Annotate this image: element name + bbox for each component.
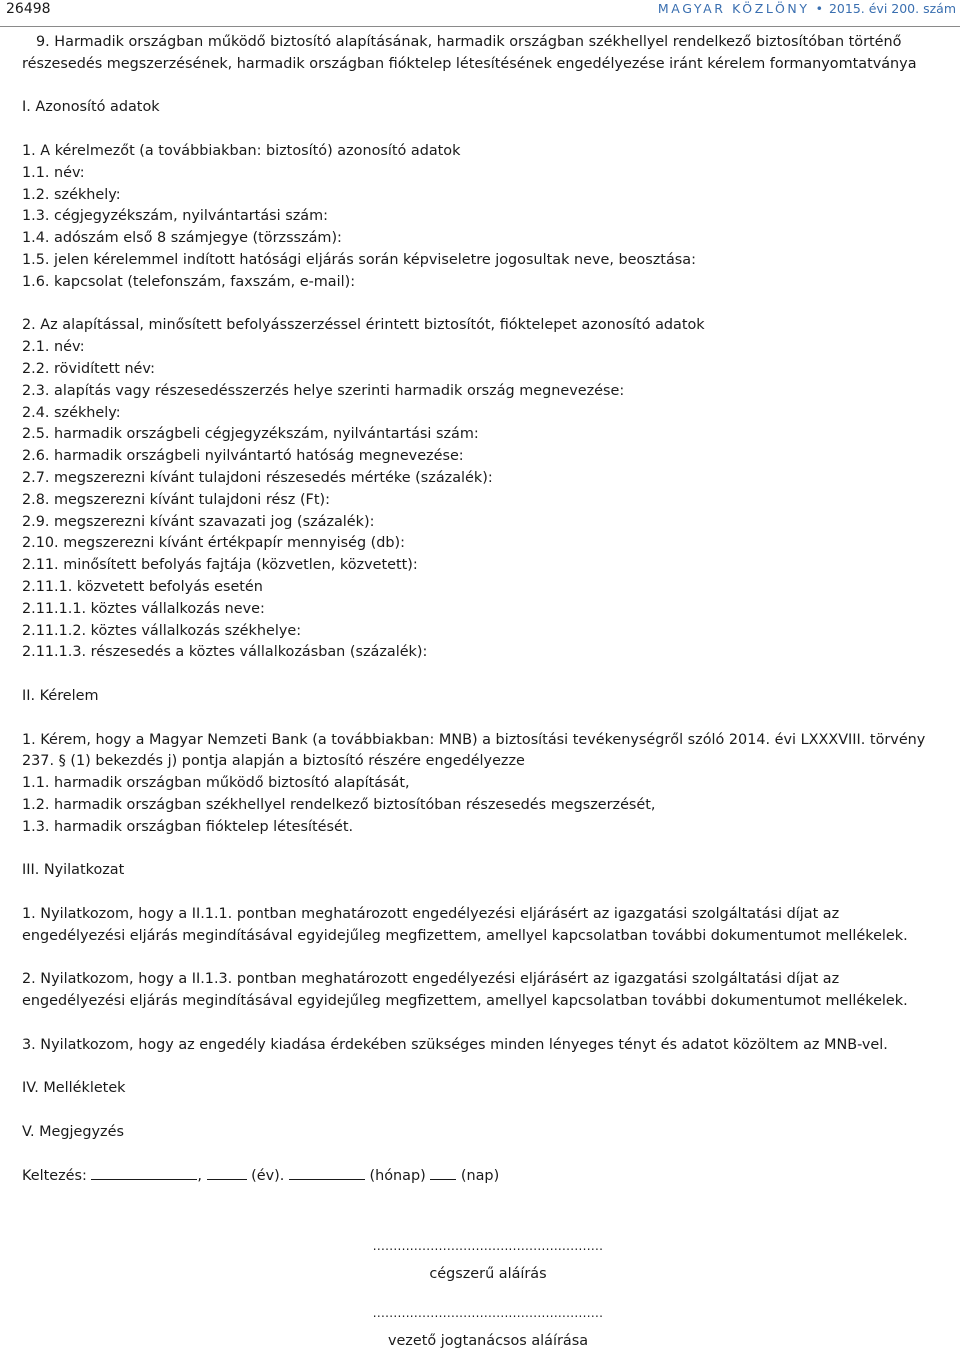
section-3-heading: III. Nyilatkozat bbox=[22, 862, 125, 879]
dating-label: Keltezés: bbox=[22, 1168, 87, 1185]
journal-issue: 2015. évi 200. szám bbox=[828, 1, 956, 16]
form-field-label: 2.5. harmadik országbeli cégjegyzékszám, nyilvántartási szám: bbox=[22, 426, 479, 443]
section-2-request bbox=[22, 730, 942, 839]
form-field-label: 1.3. cégjegyzékszám, nyilvántartási szám: bbox=[22, 208, 328, 225]
form-field-label: 2.2. rövidített név: bbox=[22, 360, 155, 377]
date-field-month[interactable] bbox=[289, 1165, 365, 1180]
request-text: 1. Kérem, hogy a Magyar Nemzeti Bank (a továbbiakban: MNB) a biztosítási tevékenységről szóló 2014. évi LXXXVIII. törvény bbox=[22, 731, 926, 748]
section-2-heading: II. Kérelem bbox=[22, 687, 99, 704]
section-5-heading: V. Megjegyzés bbox=[22, 1123, 124, 1140]
section-1-group-2 bbox=[22, 315, 942, 664]
dating-line bbox=[22, 1165, 942, 1188]
form-field-label: 2.6. harmadik országbeli nyilvántartó hatóság megnevezése: bbox=[22, 448, 464, 465]
date-field-day[interactable] bbox=[430, 1165, 456, 1180]
declaration-text: 1. Nyilatkozom, hogy a II.1.1. pontban meghatározott engedélyezési eljárásért az igazgatási szolgáltatási díjat az bbox=[22, 905, 840, 922]
form-field-label: 2.10. megszerezni kívánt értékpapír mennyiség (db): bbox=[22, 535, 406, 552]
company-signature-label: cégszerű aláírás bbox=[429, 1266, 547, 1282]
request-option: 1.2. harmadik országban székhellyel rendelkező biztosítóban részesedés megszerzését, bbox=[22, 796, 656, 813]
form-field-label: 1.1. név: bbox=[22, 164, 85, 181]
dating-comma: , bbox=[197, 1168, 202, 1185]
declaration-text: 2. Nyilatkozom, hogy a II.1.3. pontban meghatározott engedélyezési eljárásért az igazgatási szolgáltatási díjat az bbox=[22, 971, 840, 988]
form-field-label: 2.4. székhely: bbox=[22, 404, 121, 421]
form-field-label: 2.3. alapítás vagy részesedésszerzés helye szerinti harmadik ország megnevezése: bbox=[22, 382, 625, 399]
form-field-label: 2.11.1.2. köztes vállalkozás székhelye: bbox=[22, 622, 302, 639]
year-label: (év). bbox=[251, 1168, 285, 1185]
form-body bbox=[22, 32, 942, 1188]
lawyer-signature-block bbox=[358, 1307, 618, 1351]
form-title-line-1: 9. Harmadik országban működő biztosító alapításának, harmadik országban székhellyel rendelkező biztosítóban történő bbox=[36, 34, 902, 50]
section-1-heading: I. Azonosító adatok bbox=[22, 99, 160, 116]
form-field-label: 2.9. megszerezni kívánt szavazati jog (százalék): bbox=[22, 513, 375, 530]
declaration-text: engedélyezési eljárás megindításával egyidejűleg megfizettem, amellyel kapcsolatban további dokumentumot mellékelek. bbox=[22, 993, 908, 1010]
header-bullet: • bbox=[815, 1, 823, 16]
form-field-label: 1. A kérelmezőt (a továbbiakban: biztosító) azonosító adatok bbox=[22, 142, 461, 159]
form-field-label: 1.2. székhely: bbox=[22, 186, 121, 203]
request-option: 1.3. harmadik országban fióktelep létesítését. bbox=[22, 818, 354, 835]
declaration-text: 3. Nyilatkozom, hogy az engedély kiadása érdekében szükséges minden lényeges tényt és adatot közöltem az MNB-vel. bbox=[22, 1036, 888, 1053]
date-field-place[interactable] bbox=[91, 1165, 197, 1180]
month-label: (hónap) bbox=[369, 1168, 426, 1185]
signature-line[interactable]: ........................................................ bbox=[372, 1306, 604, 1320]
form-field-label: 1.5. jelen kérelemmel indított hatósági eljárás során képviseletre jogosultak neve, beosztása: bbox=[22, 251, 696, 268]
form-title-line-2: részesedés megszerzésének, harmadik országban fióktelep létesítésének engedélyezése iránt kérelem formanyomtatványa bbox=[22, 55, 917, 72]
day-label: (nap) bbox=[460, 1168, 500, 1185]
header-divider bbox=[0, 26, 960, 27]
form-field-label: 1.6. kapcsolat (telefonszám, faxszám, e-mail): bbox=[22, 273, 356, 290]
form-field-label: 2.1. név: bbox=[22, 339, 85, 356]
form-field-label: 2.11.1.3. részesedés a köztes vállalkozásban (százalék): bbox=[22, 644, 428, 661]
page-number: 26498 bbox=[6, 1, 51, 17]
page-header bbox=[0, 0, 960, 28]
declaration-text: engedélyezési eljárás megindításával egyidejűleg megfizettem, amellyel kapcsolatban további dokumentumot mellékelek. bbox=[22, 927, 908, 944]
form-field-label: 2.11.1.1. köztes vállalkozás neve: bbox=[22, 600, 265, 617]
form-field-label: 2. Az alapítással, minősített befolyásszerzéssel érintett biztosítót, fióktelepet azonosító adatok bbox=[22, 317, 705, 334]
lawyer-signature-label: vezető jogtanácsos aláírása bbox=[387, 1333, 589, 1349]
form-field-label: 2.11.1. közvetett befolyás esetén bbox=[22, 578, 263, 595]
section-1-group-1 bbox=[22, 141, 942, 294]
form-field-label: 2.11. minősített befolyás fajtája (közvetlen, közvetett): bbox=[22, 557, 418, 574]
company-signature-block bbox=[358, 1240, 618, 1284]
form-field-label: 1.4. adószám első 8 számjegye (törzsszám): bbox=[22, 230, 342, 247]
signature-line[interactable]: ........................................................ bbox=[372, 1239, 604, 1253]
request-option: 1.1. harmadik országban működő biztosító alapítását, bbox=[22, 775, 410, 792]
journal-header bbox=[658, 1, 956, 16]
section-4-heading: IV. Mellékletek bbox=[22, 1080, 126, 1097]
form-field-label: 2.8. megszerezni kívánt tulajdoni rész (Ft): bbox=[22, 491, 330, 508]
declaration-3 bbox=[22, 1035, 942, 1057]
declaration-1 bbox=[22, 904, 942, 948]
form-field-label: 2.7. megszerezni kívánt tulajdoni részesedés mértéke (százalék): bbox=[22, 469, 493, 486]
declaration-2 bbox=[22, 969, 942, 1013]
date-field-year[interactable] bbox=[207, 1165, 247, 1180]
form-title bbox=[22, 32, 942, 76]
request-text: 237. § (1) bekezdés j) pontja alapján a biztosító részére engedélyezze bbox=[22, 753, 525, 770]
journal-name: MAGYAR KÖZLÖNY bbox=[657, 1, 810, 16]
